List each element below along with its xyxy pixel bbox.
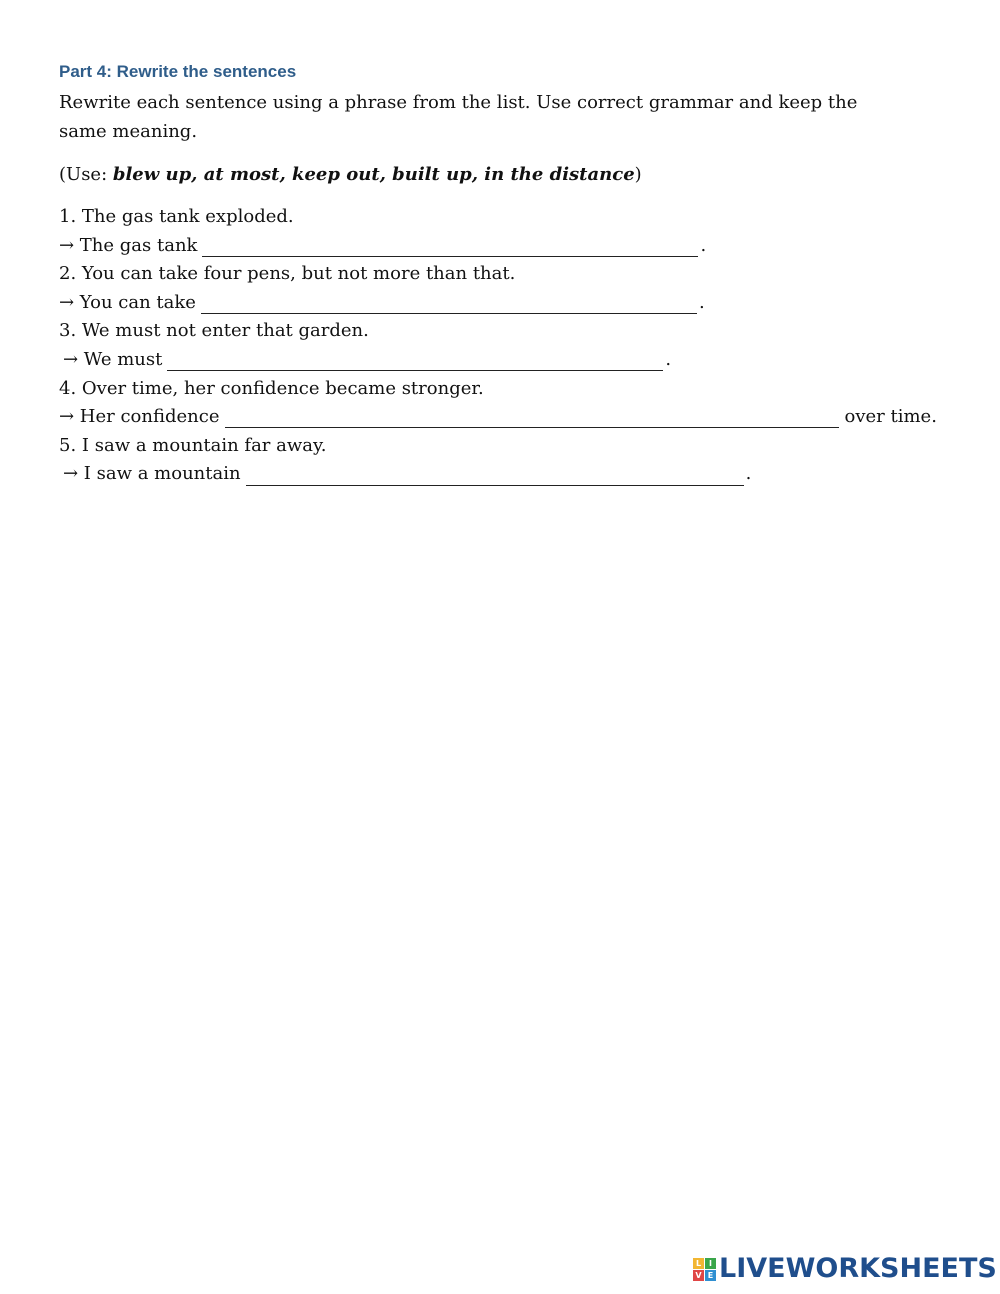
phrase-list: [59, 160, 949, 189]
original-sentence-3: 3. We must not enter that garden.: [59, 320, 369, 342]
logo-wordmark: LIVEWORKSHEETS: [719, 1253, 997, 1284]
logo-mark-letter: E: [705, 1270, 716, 1281]
original-sentence-4: 4. Over time, her confidence became stronger.: [59, 377, 484, 399]
exercise-item-1: [59, 203, 949, 260]
answer-input-3[interactable]: [167, 350, 663, 371]
answer-input-4[interactable]: [225, 407, 839, 428]
answer-suffix-3: .: [665, 348, 672, 370]
answer-line-2: [59, 289, 949, 318]
phrase-list-phrases: blew up, at most, keep out, built up, in the distance: [112, 164, 635, 185]
answer-line-4: [59, 403, 949, 432]
answer-suffix-4: over time.: [844, 406, 937, 428]
answer-prefix-4: → Her confidence: [59, 406, 220, 428]
liveworksheets-logo: [693, 1254, 997, 1284]
original-sentence-2: 2. You can take four pens, but not more than that.: [59, 263, 516, 285]
phrase-list-prefix: (Use:: [59, 164, 113, 185]
instructions-text: Rewrite each sentence using a phrase from the list. Use correct grammar and keep the same meaning.: [59, 92, 858, 142]
answer-input-2[interactable]: [201, 293, 697, 314]
answer-suffix-2: .: [698, 291, 705, 313]
exercise-list: [59, 203, 949, 489]
original-sentence-5: 5. I saw a mountain far away.: [59, 434, 327, 456]
exercise-item-3: [59, 317, 949, 374]
exercise-item-5: [59, 432, 949, 489]
answer-line-1: [59, 232, 949, 261]
original-sentence-1: 1. The gas tank exploded.: [59, 206, 294, 227]
worksheet-page: [59, 60, 949, 489]
answer-prefix-3: → We must: [63, 348, 163, 370]
answer-input-5[interactable]: [246, 465, 744, 486]
answer-prefix-1: → The gas tank: [59, 234, 198, 256]
exercise-item-2: [59, 260, 949, 317]
answer-line-5: [59, 460, 949, 489]
answer-line-3: [59, 346, 949, 375]
answer-suffix-1: .: [700, 234, 707, 256]
logo-mark-letter: L: [693, 1258, 704, 1269]
part-title: Part 4: Rewrite the sentences: [59, 62, 297, 81]
logo-mark-letter: V: [693, 1270, 704, 1281]
exercise-item-4: [59, 375, 949, 432]
answer-prefix-5: → I saw a mountain: [63, 463, 241, 485]
answer-suffix-5: .: [745, 463, 752, 485]
phrase-list-suffix: ): [634, 164, 642, 185]
logo-mark-letter: I: [705, 1258, 716, 1269]
liveworksheets-logo-icon: [693, 1258, 716, 1281]
answer-input-1[interactable]: [202, 236, 698, 257]
answer-prefix-2: → You can take: [59, 291, 196, 313]
